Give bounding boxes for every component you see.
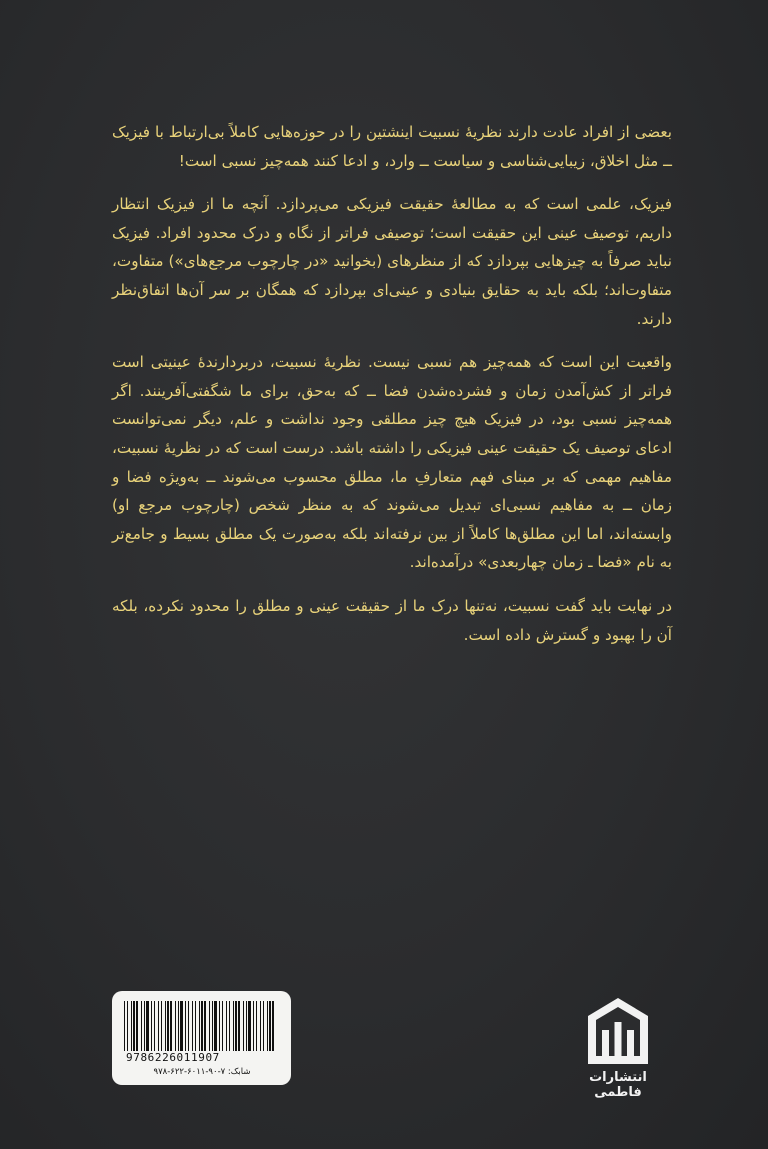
barcode-bar <box>212 1001 213 1051</box>
barcode-bar <box>246 1001 247 1051</box>
barcode-bar <box>272 1001 274 1051</box>
publisher-house-logo-icon <box>586 996 650 1066</box>
isbn-label: شابک: ۷-۹۰-۶۰۱۱-۶۲۲-۹۷۸ <box>153 1067 251 1077</box>
barcode-bar <box>141 1001 142 1051</box>
paragraph-1: بعضی از افراد عادت دارند نظریهٔ نسبیت اینشتین را در حوزه‌هایی کاملاً بی‌ارتباط با فیزیک ــ مثل اخلاق، زیبایی‌شناسی و سیاست ــ وارد، و ادعا کنند همه‌چیز نسبی است! <box>112 123 672 170</box>
publisher-logo <box>578 996 658 1100</box>
publisher-name: انتشارات فاطمی <box>589 1070 647 1100</box>
barcode-bar <box>204 1001 206 1051</box>
barcode-bar <box>131 1001 132 1051</box>
barcode-bar <box>188 1001 189 1051</box>
paragraph-4: در نهایت باید گفت نسبیت، نه‌تنها درک ما از حقیقت عینی و مطلق را محدود نکرده، بلکه آن را بهبود و گسترش داده است. <box>112 596 672 644</box>
barcode-bar <box>161 1001 162 1051</box>
barcode-bar <box>226 1001 227 1051</box>
barcode-bar <box>269 1001 271 1051</box>
barcode-bar <box>133 1001 135 1051</box>
paragraph-3: واقعیت این است که همه‌چیز هم نسبی نیست. نظریهٔ نسبیت، دربردارندهٔ عینیتی است فراتر از کش‌آمدن زمان و فشرده‌شدن فضا ــ که به‌حق، برای ما شگفتی‌آفرینند. اگر همه‌چیز نسبی بود، در فیزیک هیچ چیز مطلقی وجود نداشت و علم، دیگر نمی‌توانست ادعای توصیف یک حقیقت عینی فیزیکی را داشته باشد. درست است که در نظریهٔ نسبیت، مفاهیم مهمی که بر مبنای فهم متعارفِ ما، مطلق محسوب می‌شوند ــ به‌ویژه فضا و زمان ــ به مفاهیم نسبی‌ای تبدیل می‌شوند که به منظر شخص (چارچوب مرجع او) وابسته‌اند، اما این مطلق‌ها کاملاً از بین نرفته‌اند بلکه به‌صورت یک مطلق بسیط و جامع‌تر به نام «فضا ـ زمان چهاربعدی» درآمده‌اند. <box>112 353 672 572</box>
barcode-bar <box>243 1001 244 1051</box>
barcode-bar <box>253 1001 254 1051</box>
barcode-bar <box>219 1001 220 1051</box>
barcode-bar <box>235 1001 237 1051</box>
barcode-bar <box>195 1001 196 1051</box>
barcode-bar <box>238 1001 240 1051</box>
barcode-digits: 9786226011907 <box>126 1051 220 1064</box>
barcode-bar <box>256 1001 257 1051</box>
barcode-bar <box>170 1001 172 1051</box>
barcode-bar <box>199 1001 200 1051</box>
barcode-bar <box>229 1001 230 1051</box>
barcode-bar <box>151 1001 152 1051</box>
barcode-bar <box>136 1001 138 1051</box>
barcode-bar <box>144 1001 145 1051</box>
barcode-bar <box>127 1001 128 1051</box>
barcode-bar <box>154 1001 155 1051</box>
barcode-bar <box>222 1001 223 1051</box>
barcode-bar <box>175 1001 176 1051</box>
barcode-bar <box>185 1001 186 1051</box>
barcode-sticker <box>112 991 291 1085</box>
barcode-bar <box>167 1001 169 1051</box>
barcode-bar <box>192 1001 193 1051</box>
barcode-bar <box>146 1001 149 1051</box>
barcode-bar <box>248 1001 251 1051</box>
barcode-bar <box>158 1001 159 1051</box>
barcode-bar <box>180 1001 183 1051</box>
barcode-bar <box>214 1001 217 1051</box>
barcode-bar <box>165 1001 166 1051</box>
barcode-bar <box>201 1001 203 1051</box>
blurb-text <box>112 118 672 664</box>
barcode-bar <box>263 1001 264 1051</box>
barcode-bar <box>178 1001 179 1051</box>
barcode-bar <box>124 1001 125 1051</box>
barcode-bar <box>209 1001 210 1051</box>
barcode-bar <box>233 1001 234 1051</box>
barcode-bars <box>124 1001 279 1051</box>
paragraph-2: فیزیک، علمی است که به مطالعهٔ حقیقت فیزیکی می‌پردازد. آنچه ما از فیزیک انتظار داریم، توصیف عینی این حقیقت است؛ توصیفی فراتر از نگاه و درک محدود افراد. فیزیک نباید صرفاً به چیزهایی بپردازد که از منظرهای (بخوانید «در چارچوب مرجع‌های») متفاوت، متفاوت‌اند؛ بلکه باید به حقایق بنیادی و عینی‌ای بپردازد که همگان بر سر آن‌ها اتفاق‌نظر دارند. <box>112 195 672 328</box>
barcode-bar <box>260 1001 261 1051</box>
barcode-bar <box>267 1001 268 1051</box>
